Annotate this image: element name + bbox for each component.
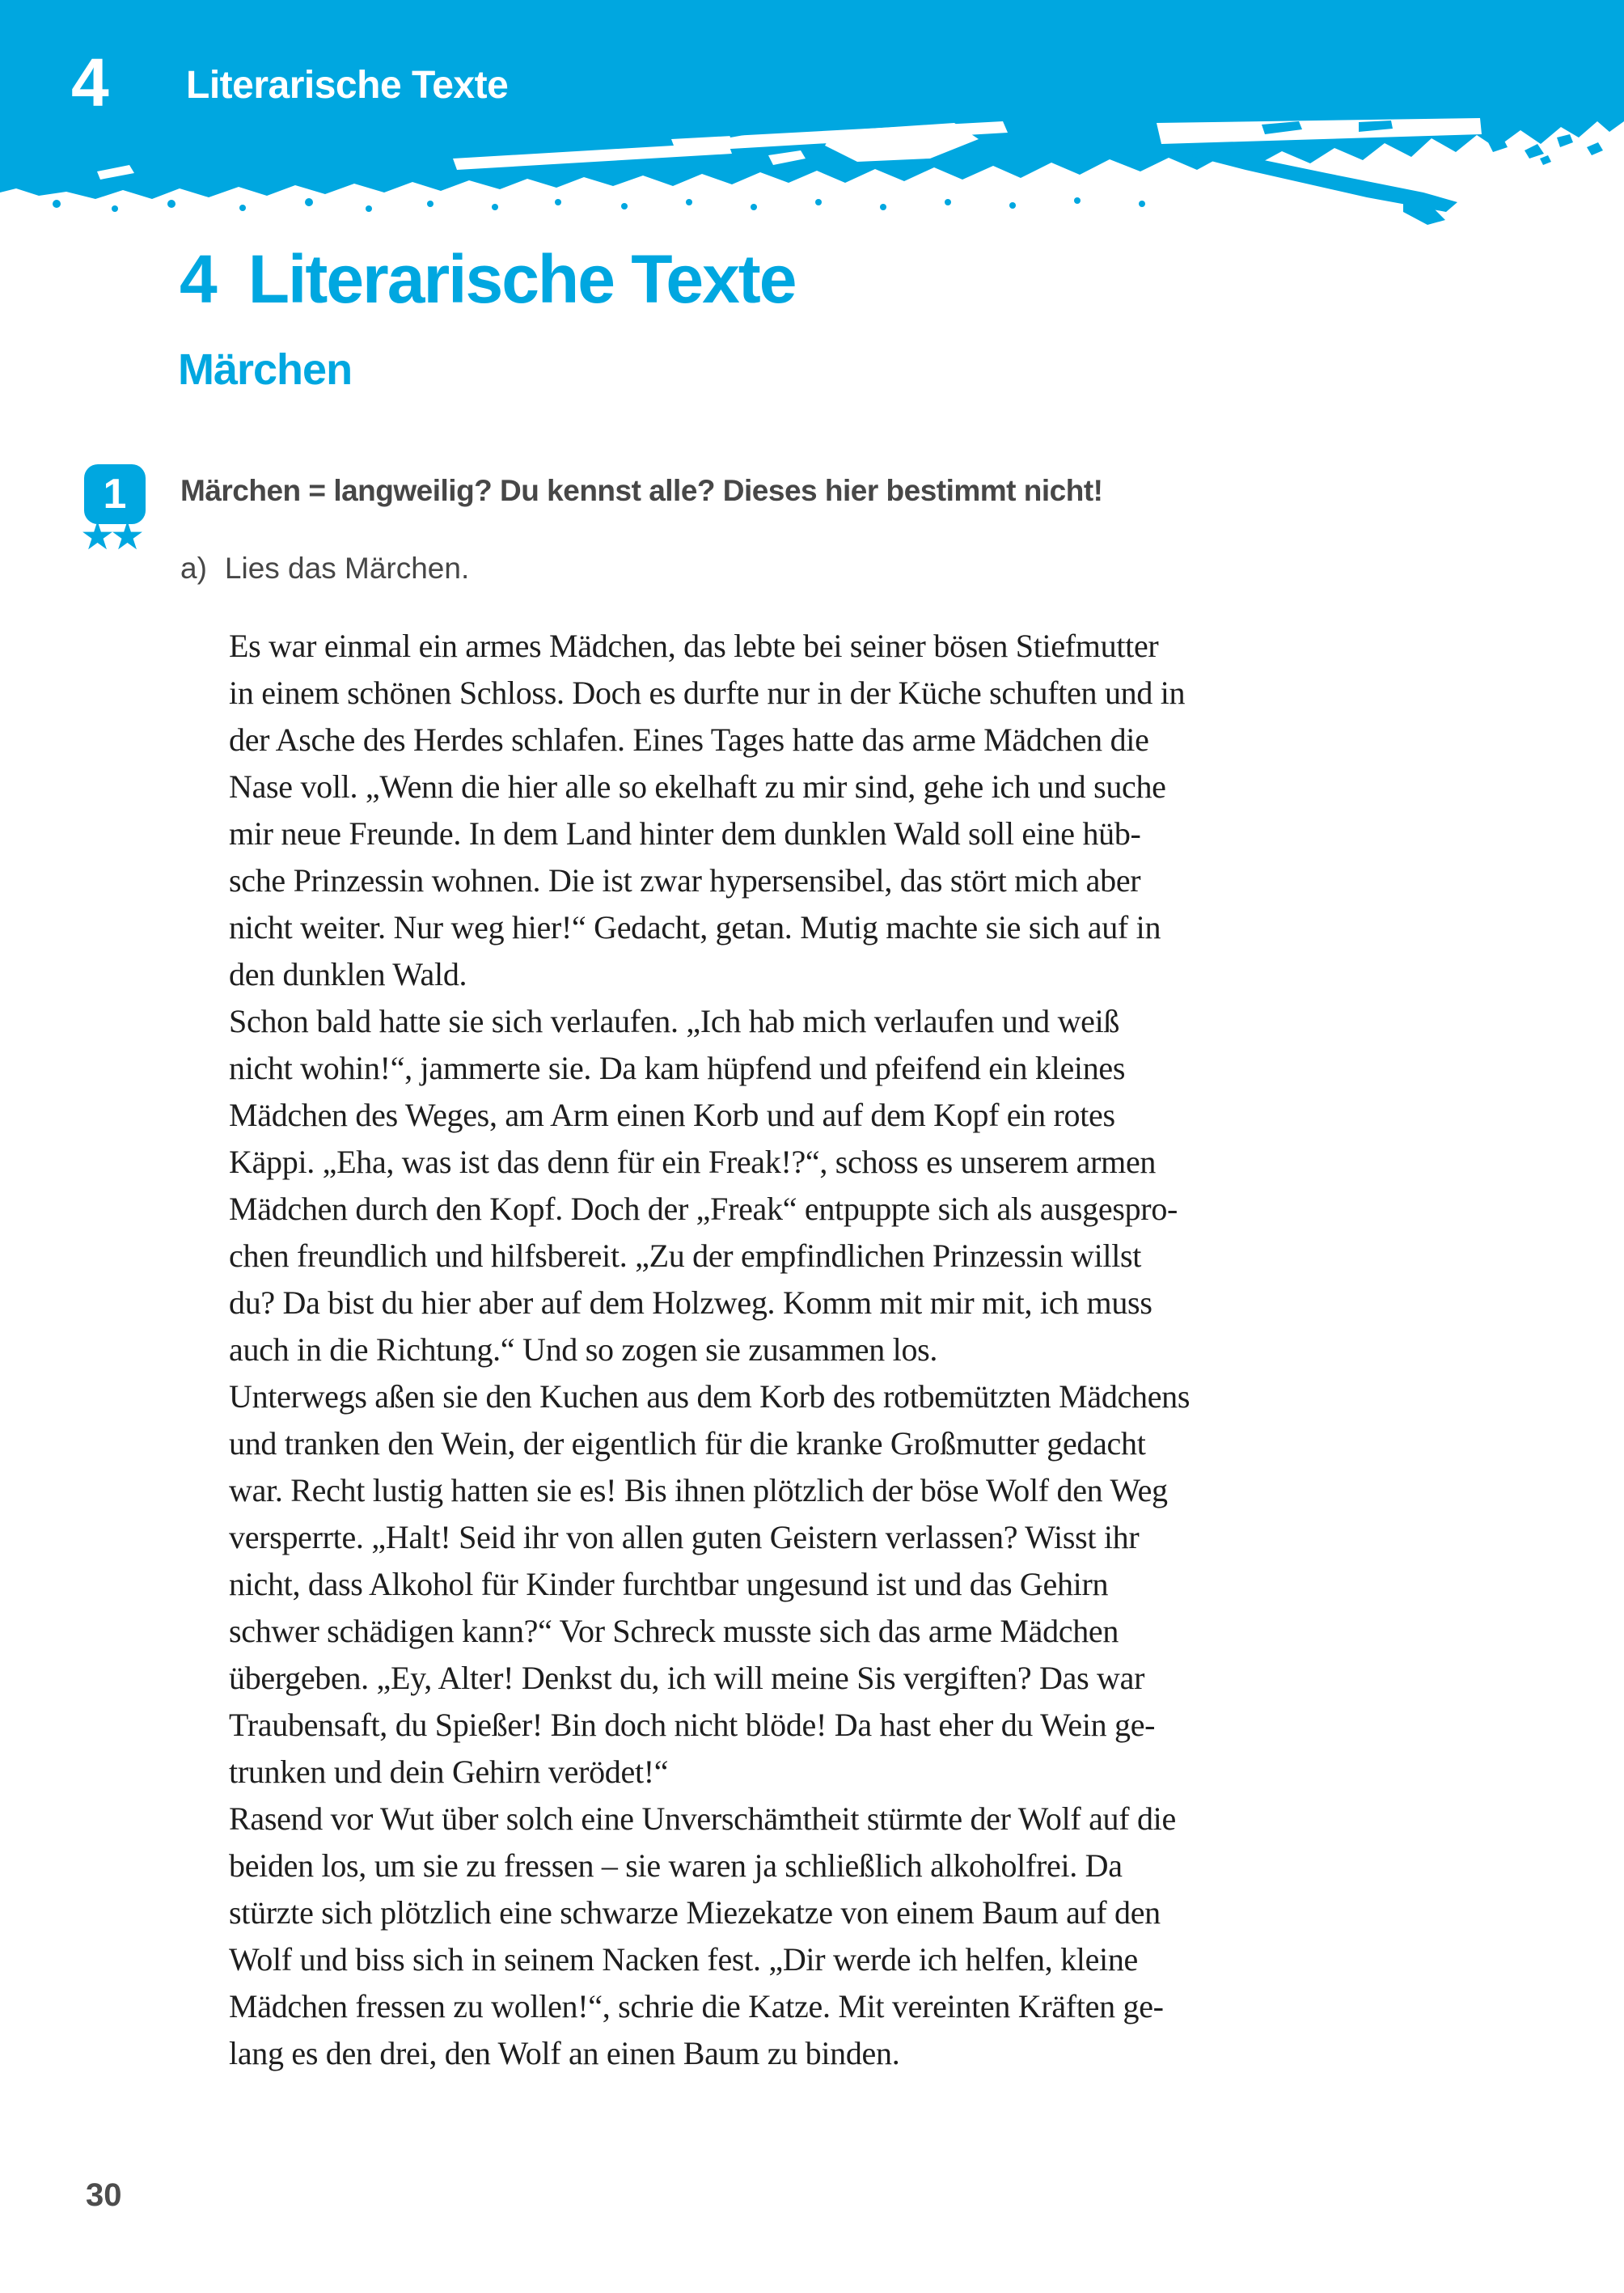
story-line: schwer schädigen kann?“ Vor Schreck musste sich das arme Mädchen bbox=[229, 1613, 1119, 1649]
brush-stroke-band bbox=[0, 0, 1624, 275]
story-line: beiden los, um sie zu fressen – sie waren ja schließlich alkoholfrei. Da bbox=[229, 1847, 1123, 1884]
story-line: chen freundlich und hilfsbereit. „Zu der empfindlichen Prinzessin willst bbox=[229, 1237, 1142, 1274]
story-line: lang es den drei, den Wolf an einen Baum zu binden. bbox=[229, 2035, 900, 2071]
story-line: Schon bald hatte sie sich verlaufen. „Ich hab mich verlaufen und weiß bbox=[229, 1003, 1120, 1039]
story-line: Es war einmal ein armes Mädchen, das lebte bei seiner bösen Stiefmutter bbox=[229, 628, 1159, 664]
story-line: trunken und dein Gehirn verödet!“ bbox=[229, 1754, 669, 1790]
story-line: nicht wohin!“, jammerte sie. Da kam hüpfend und pfeifend ein kleines bbox=[229, 1050, 1126, 1086]
star-icon: ★ bbox=[110, 515, 141, 558]
story-line: Unterwegs aßen sie den Kuchen aus dem Korb des rotbemützten Mädchens bbox=[229, 1378, 1191, 1415]
story-line: Käppi. „Eha, was ist das denn für ein Freak!?“, schoss es unserem armen bbox=[229, 1144, 1157, 1180]
story-line: Wolf und biss sich in seinem Nacken fest. „Dir werde ich helfen, kleine bbox=[229, 1941, 1139, 1978]
exercise-prompt: Märchen = langweilig? Du kennst alle? Dieses hier bestimmt nicht! bbox=[180, 474, 1103, 507]
story-line: Mädchen fressen zu wollen!“, schrie die Katze. Mit vereinten Kräften ge- bbox=[229, 1988, 1164, 2024]
story-line: Nase voll. „Wenn die hier alle so ekelhaft zu mir sind, gehe ich und suche bbox=[229, 768, 1166, 805]
story-line: Traubensaft, du Spießer! Bin doch nicht blöde! Da hast eher du Wein ge- bbox=[229, 1707, 1156, 1743]
page-title bbox=[180, 241, 796, 317]
story-line: Rasend vor Wut über solch eine Unverschämtheit stürmte der Wolf auf die bbox=[229, 1800, 1176, 1837]
story-line: in einem schönen Schloss. Doch es durfte nur in der Küche schuften und in bbox=[229, 675, 1186, 711]
story-line: und tranken den Wein, der eigentlich für die kranke Großmutter gedacht bbox=[229, 1425, 1146, 1462]
story-line: der Asche des Herdes schlafen. Eines Tages hatte das arme Mädchen die bbox=[229, 721, 1149, 758]
story-line: nicht, dass Alkohol für Kinder furchtbar ungesund ist und das Gehirn bbox=[229, 1566, 1109, 1602]
exercise-part-label: a) bbox=[180, 552, 207, 585]
page-title-number: 4 bbox=[180, 241, 216, 317]
exercise-part-instruction: Lies das Märchen. bbox=[224, 552, 470, 585]
story-line: versperrte. „Halt! Seid ihr von allen guten Geistern verlassen? Wisst ihr bbox=[229, 1519, 1140, 1555]
story-line: mir neue Freunde. In dem Land hinter dem dunklen Wald soll eine hüb- bbox=[229, 815, 1141, 852]
star-icon: ★ bbox=[80, 515, 111, 558]
exercise-number: 1 bbox=[103, 471, 127, 518]
story-line: stürzte sich plötzlich eine schwarze Miezekatze von einem Baum auf den bbox=[229, 1894, 1161, 1931]
story-line: auch in die Richtung.“ Und so zogen sie zusammen los. bbox=[229, 1331, 938, 1368]
difficulty-stars bbox=[80, 515, 141, 558]
story-text bbox=[229, 623, 1442, 2077]
story-line: Mädchen durch den Kopf. Doch der „Freak“ entpuppte sich als ausgespro- bbox=[229, 1191, 1178, 1227]
story-line: den dunklen Wald. bbox=[229, 956, 467, 992]
story-line: Mädchen des Weges, am Arm einen Korb und auf dem Kopf ein rotes bbox=[229, 1097, 1115, 1133]
page-number: 30 bbox=[86, 2177, 122, 2213]
story-line: übergeben. „Ey, Alter! Denkst du, ich will meine Sis vergiften? Das war bbox=[229, 1660, 1145, 1696]
page-title-text: Literarische Texte bbox=[247, 241, 796, 317]
band-chapter-number: 4 bbox=[71, 44, 108, 121]
story-line: nicht weiter. Nur weg hier!“ Gedacht, getan. Mutig machte sie sich auf in bbox=[229, 909, 1161, 946]
exercise-part-a bbox=[180, 553, 469, 583]
story-line: sche Prinzessin wohnen. Die ist zwar hypersensibel, das stört mich aber bbox=[229, 862, 1141, 899]
band-chapter-title: Literarische Texte bbox=[186, 64, 509, 107]
section-heading: Märchen bbox=[178, 345, 353, 394]
story-line: du? Da bist du hier aber auf dem Holzweg. Komm mit mir mit, ich muss bbox=[229, 1284, 1152, 1321]
story-line: war. Recht lustig hatten sie es! Bis ihnen plötzlich der böse Wolf den Weg bbox=[229, 1472, 1168, 1508]
